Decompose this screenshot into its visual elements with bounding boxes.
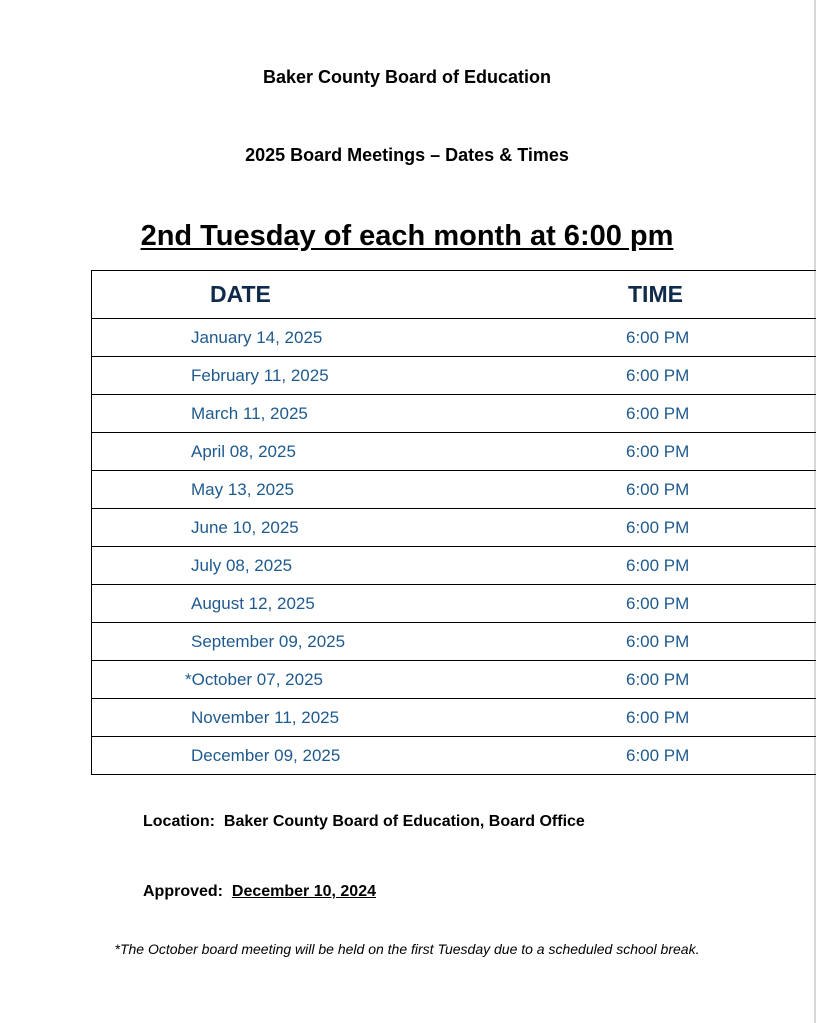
schedule-rule-heading: 2nd Tuesday of each month at 6:00 pm	[140, 220, 674, 252]
approval-line	[143, 883, 376, 901]
location-value: Baker County Board of Education, Board Office	[223, 813, 585, 830]
document-subtitle: 2025 Board Meetings – Dates & Times	[245, 145, 569, 165]
october-footnote: *The October board meeting will be held on the first Tuesday due to a scheduled school break.	[114, 941, 700, 957]
table-row	[92, 737, 816, 775]
time-column-header: TIME	[628, 281, 683, 307]
meeting-date-cell: June 10, 2025	[92, 509, 621, 547]
table-row	[92, 471, 816, 509]
meeting-date-cell: September 09, 2025	[92, 623, 621, 661]
meeting-time-cell: 6:00 PM	[620, 661, 816, 699]
date-column-header: DATE	[210, 281, 271, 307]
meeting-date-cell: May 13, 2025	[92, 471, 621, 509]
meeting-schedule-table	[91, 270, 816, 775]
meeting-date-cell: April 08, 2025	[92, 433, 621, 471]
meeting-time-cell: 6:00 PM	[620, 623, 816, 661]
meeting-time-cell: 6:00 PM	[620, 699, 816, 737]
meeting-date-cell: March 11, 2025	[92, 395, 621, 433]
table-row	[92, 357, 816, 395]
location-label: Location:	[143, 813, 215, 830]
meeting-date-cell: August 12, 2025	[92, 585, 621, 623]
meeting-time-cell: 6:00 PM	[620, 509, 816, 547]
approved-label: Approved:	[143, 883, 223, 900]
meeting-time-cell: 6:00 PM	[620, 471, 816, 509]
meeting-date-cell: January 14, 2025	[92, 319, 621, 357]
table-row	[92, 585, 816, 623]
meeting-time-cell: 6:00 PM	[620, 737, 816, 775]
meeting-time-cell: 6:00 PM	[620, 433, 816, 471]
location-line	[143, 813, 585, 831]
table-row	[92, 623, 816, 661]
table-row	[92, 433, 816, 471]
meeting-date-cell: July 08, 2025	[92, 547, 621, 585]
table-row	[92, 547, 816, 585]
meeting-date-cell: December 09, 2025	[92, 737, 621, 775]
meeting-time-cell: 6:00 PM	[620, 357, 816, 395]
meeting-date-cell-flagged: *October 07, 2025	[92, 661, 621, 699]
meeting-date-cell: November 11, 2025	[92, 699, 621, 737]
table-row	[92, 509, 816, 547]
table-row	[92, 661, 816, 699]
meeting-time-cell: 6:00 PM	[620, 319, 816, 357]
approved-date: December 10, 2024	[231, 883, 376, 900]
organization-title: Baker County Board of Education	[262, 67, 552, 87]
table-header-row	[92, 271, 816, 319]
table-row	[92, 699, 816, 737]
table-row	[92, 319, 816, 357]
meeting-time-cell: 6:00 PM	[620, 585, 816, 623]
meeting-time-cell: 6:00 PM	[620, 547, 816, 585]
meeting-time-cell: 6:00 PM	[620, 395, 816, 433]
meeting-date-cell: February 11, 2025	[92, 357, 621, 395]
table-row	[92, 395, 816, 433]
